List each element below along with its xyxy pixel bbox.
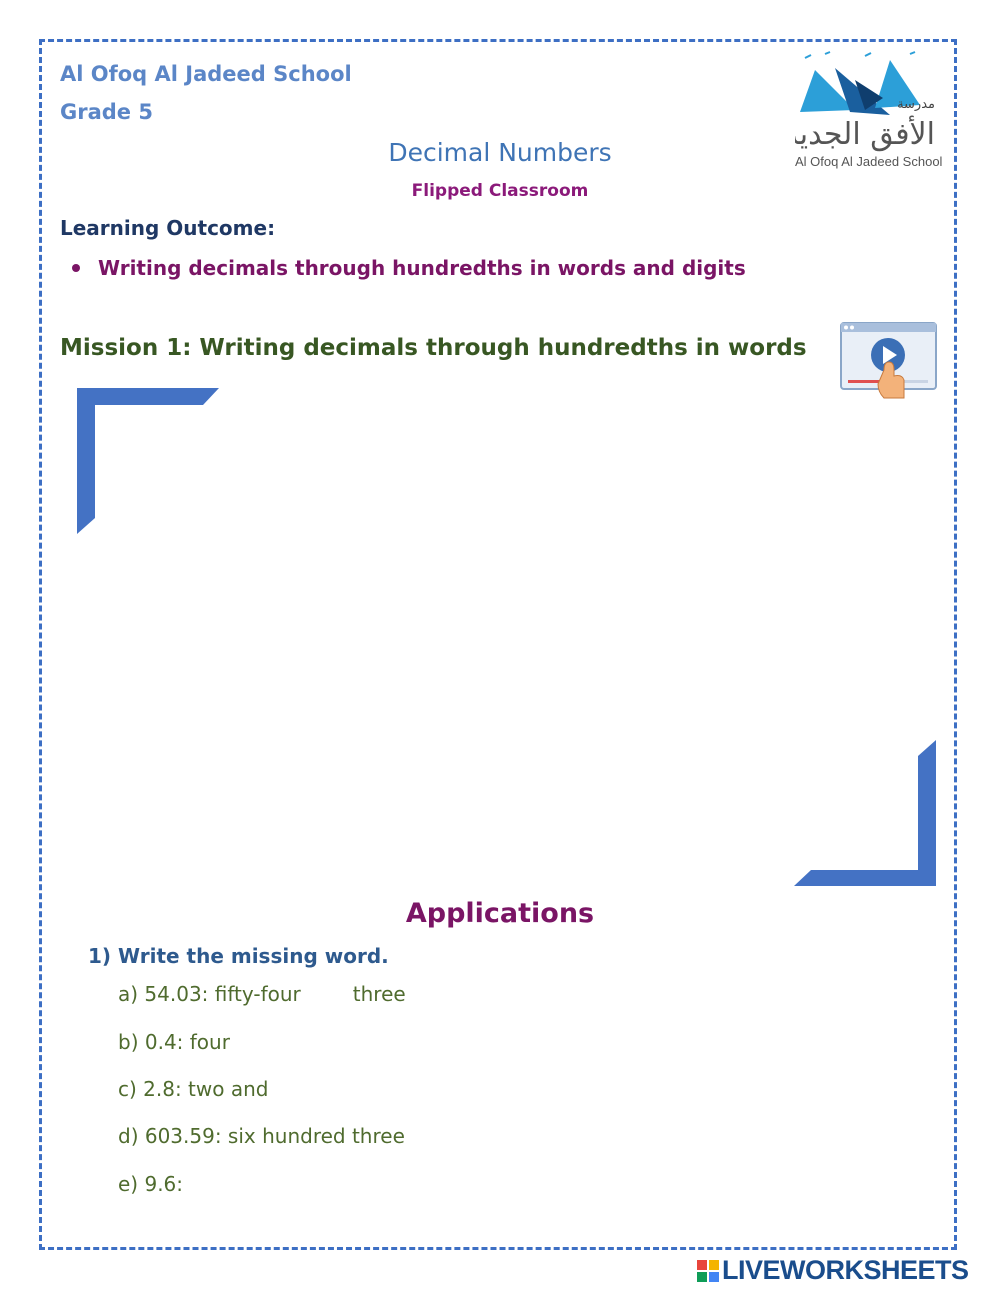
page-title: Decimal Numbers bbox=[388, 138, 612, 167]
page-subtitle: Flipped Classroom bbox=[411, 181, 589, 201]
learning-outcome-text: Writing decimals through hundredths in words and digits bbox=[98, 256, 746, 280]
list-item bbox=[118, 1030, 230, 1054]
svg-text:الأفق الجديد: الأفق الجديد bbox=[795, 117, 935, 152]
liveworksheets-icon bbox=[697, 1260, 719, 1282]
item-text: e) 9.6: bbox=[118, 1172, 184, 1196]
bullet-icon bbox=[72, 264, 80, 272]
item-text: d) 603.59: six hundred three bbox=[118, 1124, 405, 1148]
svg-text:مدرسة: مدرسة bbox=[897, 97, 935, 112]
question-1: 1) Write the missing word. bbox=[88, 944, 389, 968]
item-suffix: three bbox=[352, 982, 406, 1006]
list-item bbox=[118, 1172, 183, 1196]
video-play-icon[interactable] bbox=[840, 322, 937, 400]
grade-label: Grade 5 bbox=[60, 100, 153, 124]
list-item bbox=[118, 1124, 405, 1148]
bottom-right-corner-bracket bbox=[794, 740, 937, 887]
school-logo bbox=[795, 50, 943, 175]
school-name: Al Ofoq Al Jadeed School bbox=[60, 62, 352, 86]
item-text: a) 54.03: fifty-four bbox=[118, 982, 301, 1006]
list-item bbox=[118, 1077, 268, 1101]
top-left-corner-bracket bbox=[77, 388, 220, 535]
learning-outcome-item bbox=[72, 256, 746, 280]
item-text: b) 0.4: four bbox=[118, 1030, 230, 1054]
item-text: c) 2.8: two and bbox=[118, 1077, 269, 1101]
liveworksheets-logo bbox=[697, 1255, 969, 1286]
logo-graphic bbox=[795, 50, 940, 155]
learning-outcome-heading: Learning Outcome: bbox=[60, 216, 276, 240]
list-item bbox=[118, 982, 406, 1006]
applications-heading: Applications bbox=[405, 898, 595, 929]
liveworksheets-text: LIVEWORKSHEETS bbox=[722, 1255, 969, 1285]
mission-title: Mission 1: Writing decimals through hundredths in words bbox=[60, 335, 807, 361]
logo-caption: Al Ofoq Al Jadeed School bbox=[795, 154, 943, 169]
